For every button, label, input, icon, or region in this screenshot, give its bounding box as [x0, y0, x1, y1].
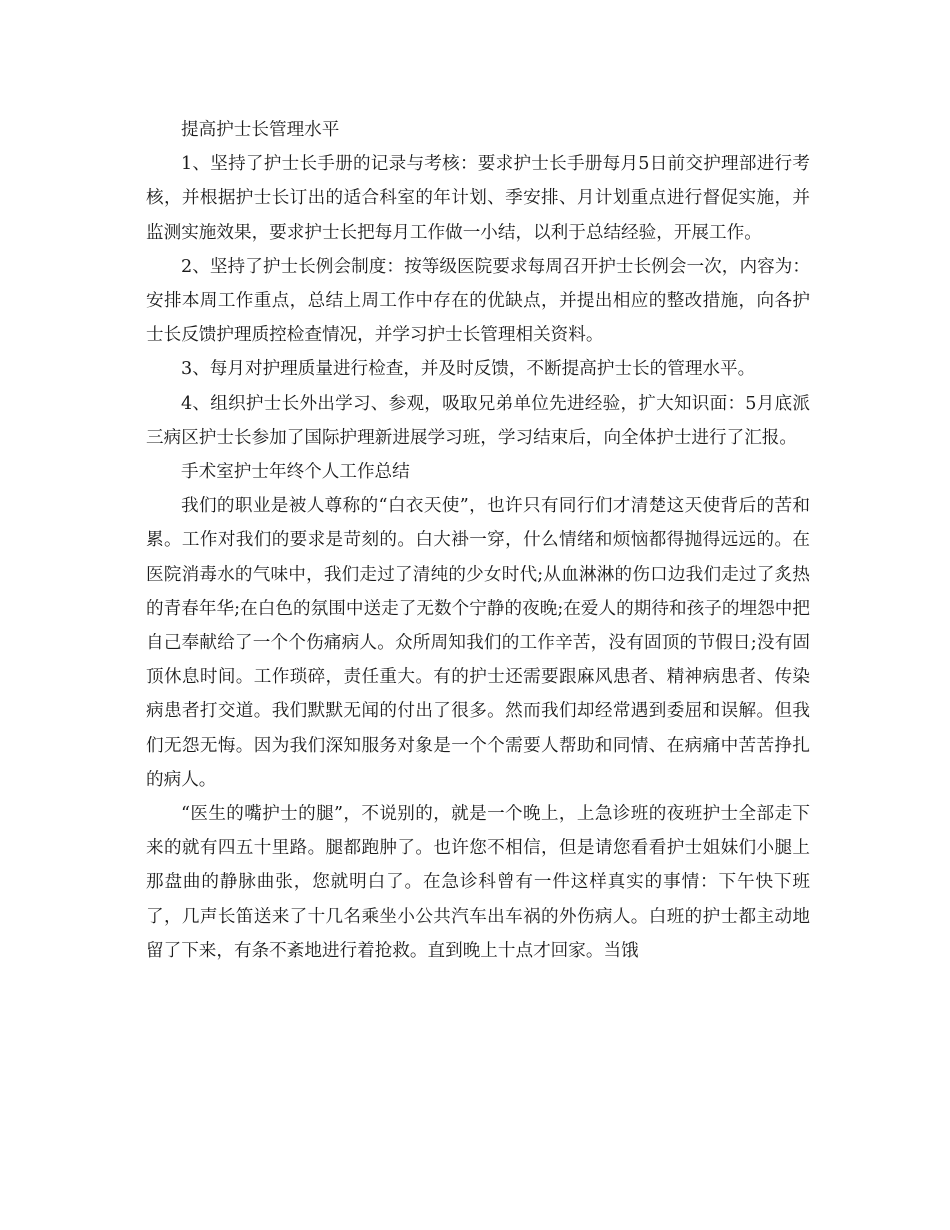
- list-item-study: 4、组织护士长外出学习、参观，吸取兄弟单位先进经验，扩大知识面：5月底派三病区护士长参加了国际护理新进展学习班，学习结束后，向全体护士进行了汇报。: [146, 393, 810, 448]
- list-item-quality-check: 3、每月对护理质量进行检查，并及时反馈，不断提高护士长的管理水平。: [181, 359, 756, 380]
- body-paragraph-2: “医生的嘴护士的腿”，不说别的，就是一个晚上，上急诊班的夜班护士全部走下来的就有四五十里路。腿都跑肿了。也许您不相信，但是请您看看护士姐妹们小腿上那盘曲的静脉曲张，您就明白了。在急诊科曾有一件这样真实的事情：下午快下班了，几声长笛送来了十几名乘坐小公共汽车出车祸的外伤病人。白班的护士都主动地留了下来，有条不紊地进行着抢救。直到晚上十点才回家。当饿: [146, 804, 810, 961]
- section-heading-management: 提高护士长管理水平: [181, 120, 340, 140]
- list-item-handbook: 1、坚持了护士长手册的记录与考核：要求护士长手册每月5日前交护理部进行考核，并根据护士长订出的适合科室的年计划、季安排、月计划重点进行督促实施，并监测实施效果，要求护士长把每月工作做一小结，以利于总结经验，开展工作。: [146, 154, 810, 243]
- list-item-meeting: 2、坚持了护士长例会制度：按等级医院要求每周召开护士长例会一次，内容为：安排本周工作重点，总结上周工作中存在的优缺点，并提出相应的整改措施，向各护士长反馈护理质控检查情况，并学习护士长管理相关资料。: [146, 256, 810, 346]
- document-page: [146, 113, 810, 968]
- body-paragraph-1: 我们的职业是被人尊称的“白衣天使”，也许只有同行们才清楚这天使背后的苦和累。工作对我们的要求是苛刻的。白大褂一穿，什么情绪和烦恼都得抛得远远的。在医院消毒水的气味中，我们走过了清纯的少女时代;从血淋淋的伤口边我们走过了炙热的青春年华;在白色的氛围中送走了无数个宁静的夜晚;在爱人的期待和孩子的埋怨中把自己奉献给了一个个伤痛病人。众所周知我们的工作辛苦，没有固顶的节假日;没有固顶休息时间。工作琐碎，责任重大。有的护士还需要跟麻风患者、精神病患者、传染病患者打交道。我们默默无闻的付出了很多。然而我们却经常遇到委屈和误解。但我们无怨无悔。因为我们深知服务对象是一个个需要人帮助和同情、在病痛中苦苦挣扎的病人。: [146, 496, 810, 790]
- section-heading-summary: 手术室护士年终个人工作总结: [181, 462, 410, 483]
